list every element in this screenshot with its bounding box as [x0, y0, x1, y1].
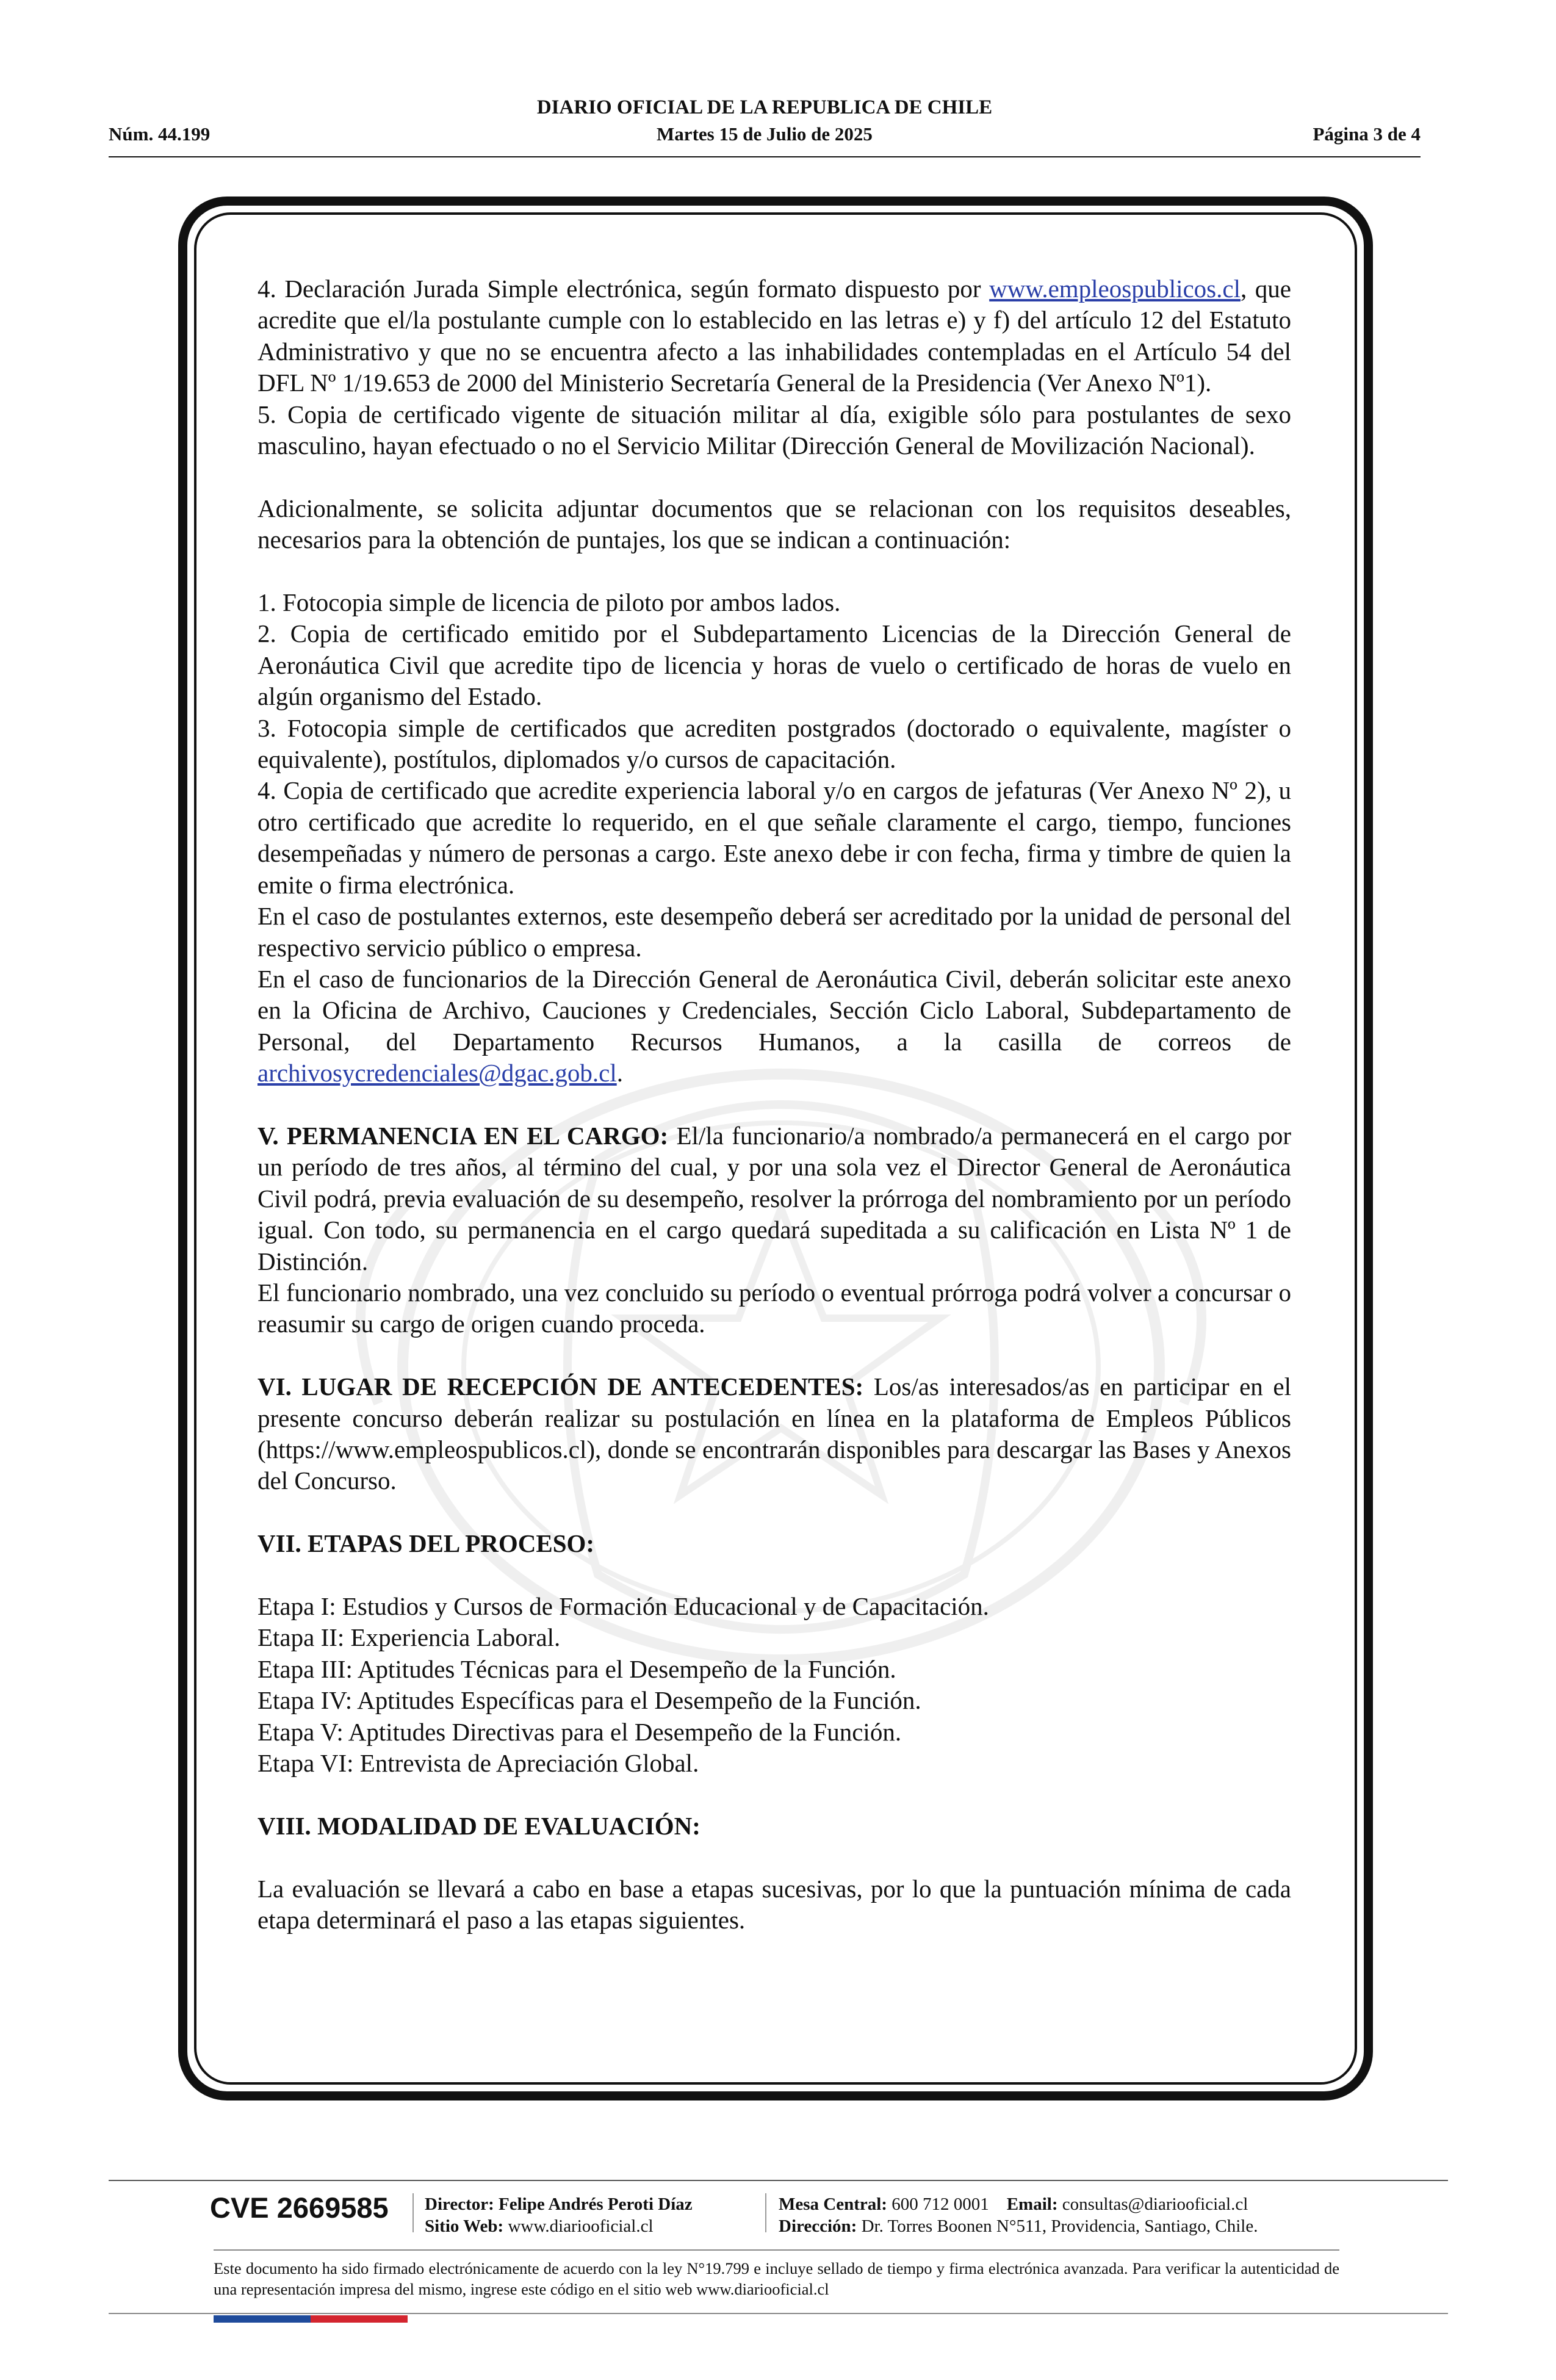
requirement-4-text: 4. Declaración Jurada Simple electrónica, según formato dispuesto por: [258, 275, 990, 303]
email-label: Email:: [1006, 2194, 1058, 2214]
internal-note-text: En el caso de funcionarios de la Dirección General de Aeronáutica Civil, deberán solicitar este anexo en la Oficina de Archivo, Cauciones y Credenciales, Sección Ciclo Laboral, Subdepartamento de Personal, del Departamento Recursos Humanos, a la casilla de correos de: [258, 964, 1291, 1056]
footer-divider-top: [109, 2180, 1448, 2181]
footer-separator: [412, 2193, 414, 2232]
newspaper-title: DIARIO OFICIAL DE LA REPUBLICA DE CHILE: [536, 96, 993, 118]
address-value: Dr. Torres Boonen N°511, Providencia, Santiago, Chile.: [861, 2216, 1258, 2236]
address-label: Dirección:: [779, 2216, 857, 2236]
address-line: [779, 2215, 1258, 2237]
central-email-line: [779, 2193, 1258, 2215]
section-v: [258, 1120, 1291, 1277]
director-line: [425, 2193, 693, 2215]
website-label: Sitio Web:: [425, 2216, 504, 2236]
header-row: [109, 123, 1421, 148]
requirement-5: 5. Copia de certificado vigente de situación militar al día, exigible sólo para postulantes de sexo masculino, hayan efectuado o no el Servicio Militar (Dirección General de Movilización Nacional).: [258, 400, 1291, 460]
flag-red-segment: [311, 2315, 408, 2323]
footer-contact-block: [779, 2193, 1258, 2237]
footer-separator: [765, 2193, 766, 2232]
cve-code: CVE 2669585: [210, 2191, 389, 2224]
document-body: [258, 273, 1291, 1936]
requirement-4-text-cont: , que acredite que el/la postulante cumple con lo establecido en las letras e) y f) del artículo 12 del Estatuto Administrativo y que no se encuentra afecto a las inhabilidades contempladas en el Artículo 54 del DFL Nº 1/19.653 de 2000 del Ministerio Secretaría General de la Presidencia (Ver Anexo Nº1).: [258, 275, 1292, 397]
section-vii-heading: VII. ETAPAS DEL PROCESO:: [258, 1529, 595, 1558]
central-phone: 600 712 0001: [891, 2194, 989, 2214]
internal-note-end: .: [616, 1059, 623, 1087]
dgac-email-link[interactable]: archivosycredenciales@dgac.gob.cl: [258, 1059, 617, 1087]
additional-docs-intro: Adicionalmente, se solicita adjuntar documentos que se relacionan con los requisitos deseables, necesarios para la obtención de puntajes, los que se indican a continuación:: [258, 494, 1291, 554]
director-name: Felipe Andrés Peroti Díaz: [499, 2194, 693, 2214]
stage-item: Etapa I: Estudios y Cursos de Formación Educacional y de Capacitación.: [258, 1592, 989, 1620]
desirable-doc-2: 2. Copia de certificado emitido por el Subdepartamento Licencias de la Dirección General de Aeronáutica Civil que acredite tipo de licencia y horas de vuelo o certificado de horas de vuelo en algún organismo del Estado.: [258, 619, 1291, 711]
central-label: Mesa Central:: [779, 2194, 887, 2214]
footer-director-block: [425, 2193, 693, 2237]
footer-divider-bottom: [109, 2313, 1448, 2314]
requirement-4: [258, 273, 1291, 399]
stage-item: Etapa IV: Aptitudes Específicas para el Desempeño de la Función.: [258, 1686, 921, 1715]
section-vi: [258, 1371, 1291, 1497]
email-link[interactable]: consultas@diariooficial.cl: [1062, 2194, 1248, 2214]
section-vi-heading: VI. LUGAR DE RECEPCIÓN DE ANTECEDENTES:: [258, 1372, 864, 1401]
issue-number: Núm. 44.199: [109, 123, 211, 145]
website-line: [425, 2215, 693, 2237]
desirable-doc-3: 3. Fotocopia simple de certificados que acrediten postgrados (doctorado o equivalente, magíster o equivalente), postítulos, diplomados y/o cursos de capacitación.: [258, 713, 1291, 774]
signature-notice: Este documento ha sido firmado electrónicamente de acuerdo con la ley N°19.799 e incluye sellado de tiempo y firma electrónica avanzada. Para verificar la autenticidad de una representación impresa del mismo, ingrese este código en el sitio web www.diariooficial.cl: [214, 2259, 1339, 2298]
section-v-heading: V. PERMANENCIA EN EL CARGO:: [258, 1121, 669, 1150]
header-divider: [109, 156, 1421, 157]
desirable-doc-1: 1. Fotocopia simple de licencia de piloto por ambos lados.: [258, 588, 841, 617]
internal-applicants-note: [258, 964, 1291, 1089]
footer-divider-mid: [214, 2249, 1339, 2251]
section-viii-text: La evaluación se llevará a cabo en base a etapas sucesivas, por lo que la puntuación mínima de cada etapa determinará el paso a las etapas siguientes.: [258, 1874, 1291, 1934]
section-v-text: El/la funcionario/a nombrado/a permanecerá en el cargo por un período de tres años, al término del cual, y por una sola vez el Director General de Aeronáutica Civil podrá, previa evaluación de su desempeño, resolver la prórroga del nombramiento por un período igual. Con todo, su permanencia en el cargo quedará supeditada a su calificación en Lista Nº 1 de Distinción.: [258, 1121, 1291, 1275]
external-applicants-note: En el caso de postulantes externos, este desempeño deberá ser acreditado por la unidad de personal del respectivo servicio público o empresa.: [258, 902, 1291, 962]
issue-date: Martes 15 de Julio de 2025: [657, 123, 873, 145]
stage-item: Etapa III: Aptitudes Técnicas para el Desempeño de la Función.: [258, 1654, 896, 1683]
flag-blue-segment: [214, 2315, 311, 2323]
section-vi-text: Los/as interesados/as en participar en el presente concurso deberán realizar su postulación en línea en la plataforma de Empleos Públicos (https://www.empleospublicos.cl), donde se encontrarán disponibles para descargar las Bases y Anexos del Concurso.: [258, 1372, 1291, 1495]
website-link[interactable]: www.diariooficial.cl: [508, 2216, 654, 2236]
page-indicator: Página 3 de 4: [1313, 123, 1421, 145]
flag-stripe: [214, 2315, 408, 2323]
director-label: Director:: [425, 2194, 494, 2214]
empleospublicos-link[interactable]: www.empleospublicos.cl: [989, 275, 1241, 303]
section-viii-heading: VIII. MODALIDAD DE EVALUACIÓN:: [258, 1811, 701, 1840]
desirable-doc-4: 4. Copia de certificado que acredite experiencia laboral y/o en cargos de jefaturas (Ver Anexo Nº 2), u otro certificado que acredite lo requerido, en el que señale claramente el cargo, tiempo, funciones desempeñadas y número de personas a cargo. Este anexo debe ir con fecha, firma y timbre de quien la emite o firma electrónica.: [258, 776, 1291, 899]
stage-item: Etapa II: Experiencia Laboral.: [258, 1623, 561, 1652]
stage-item: Etapa V: Aptitudes Directivas para el Desempeño de la Función.: [258, 1717, 902, 1746]
section-v-text-2: El funcionario nombrado, una vez concluido su período o eventual prórroga podrá volver a concursar o reasumir su cargo de origen cuando proceda.: [258, 1278, 1291, 1338]
stage-item: Etapa VI: Entrevista de Apreciación Global.: [258, 1749, 699, 1777]
